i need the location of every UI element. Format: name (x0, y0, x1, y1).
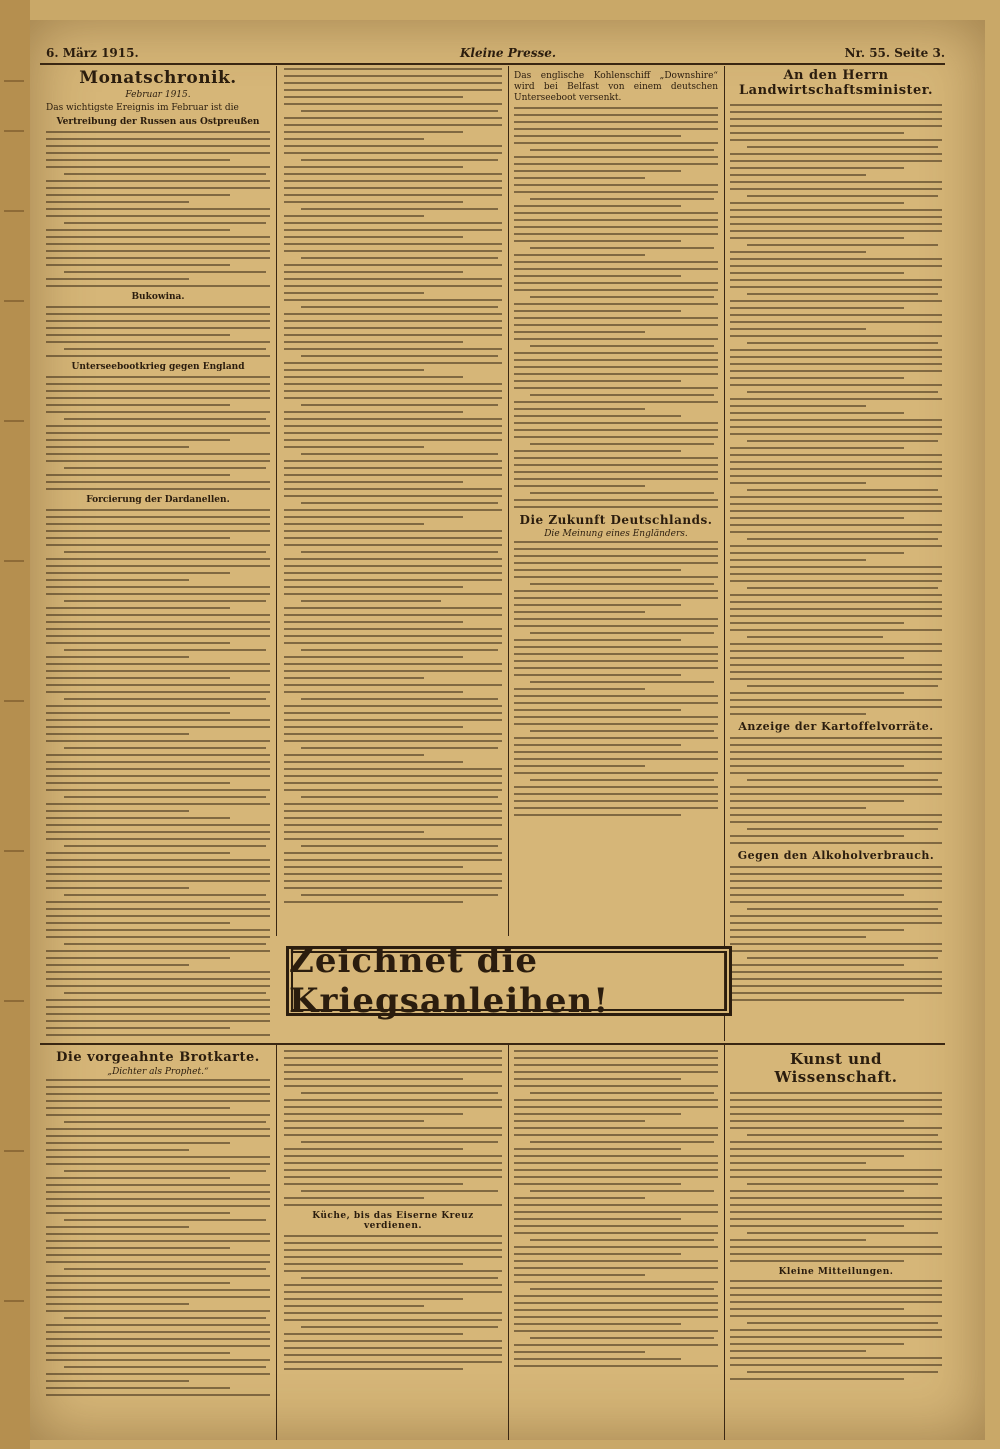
intro-text: Das wichtigste Ereignis im Februar ist die (46, 103, 239, 113)
column-story-continued (514, 1050, 718, 1435)
article-subtitle: Februar 1915. (125, 90, 191, 100)
column-separator (508, 1045, 509, 1440)
column-news (514, 68, 718, 938)
section-heading: Vertreibung der Russen aus Ostpreußen (56, 117, 260, 127)
column-separator (508, 66, 509, 936)
issue-number: Nr. 55. Seite 3. (844, 46, 945, 60)
column-separator (276, 1045, 277, 1440)
newspaper-name: Kleine Presse. (460, 46, 557, 60)
body-text (46, 131, 270, 287)
section-heading: Kleine Mitteilungen. (778, 1267, 894, 1277)
article-subtitle: Die Meinung eines Engländers. (544, 529, 688, 539)
section-heading: Forcierung der Dardanellen. (86, 495, 230, 505)
article-subtitle: „Dichter als Prophet.“ (107, 1067, 209, 1077)
header-rule (40, 63, 945, 65)
column-separator (276, 66, 277, 936)
column-separator (724, 1045, 725, 1440)
war-bonds-banner: Zeichnet die Kriegsanleihen! (286, 946, 732, 1016)
body-text (730, 1092, 942, 1262)
news-item: Das englische Kohlenschiff „Downshire“ wird bei Belfast von einem deutschen Unterseeboot versenkt. (514, 71, 718, 103)
article-title: Die Zukunft Deutschlands. (519, 513, 713, 527)
article-title: Gegen den Alkoholverbrauch. (737, 849, 935, 862)
body-text (46, 306, 270, 357)
issue-date: 6. März 1915. (46, 46, 139, 60)
body-text (284, 68, 502, 903)
article-title: Küche, bis das Eiserne Kreuz verdienen. (312, 1211, 474, 1231)
page-header (40, 44, 945, 62)
body-text (46, 1079, 270, 1396)
body-text (730, 1280, 942, 1380)
column-separator (724, 66, 725, 1041)
column-story (284, 1050, 502, 1435)
column-kunst (730, 1050, 942, 1435)
body-text (730, 737, 942, 844)
column-monatschronik (46, 68, 270, 1036)
article-title: An den Herrn Landwirtschaftsminister. (739, 68, 933, 98)
column-chronicle-continued (284, 68, 502, 938)
body-text (514, 1050, 718, 1367)
article-title: Die vorgeahnte Brotkarte. (56, 1050, 260, 1065)
article-title: Monatschronik. (79, 68, 237, 88)
column-brotkarte (46, 1050, 270, 1435)
article-title: Anzeige der Kartoffelvorräte. (738, 720, 934, 733)
column-landwirtschaft (730, 68, 942, 1038)
body-text (514, 541, 718, 816)
body-text (514, 107, 718, 508)
article-title: Kunst und Wissenschaft. (774, 1050, 898, 1086)
body-text (46, 509, 270, 1036)
body-text (730, 866, 942, 1001)
section-heading: Bukowina. (131, 292, 185, 302)
page-edge (0, 0, 30, 1449)
body-text (730, 104, 942, 715)
body-text (284, 1235, 502, 1370)
body-text (46, 376, 270, 490)
section-heading: Unterseebootkrieg gegen England (71, 362, 245, 372)
body-text (284, 1050, 502, 1206)
section-rule (40, 1043, 945, 1045)
